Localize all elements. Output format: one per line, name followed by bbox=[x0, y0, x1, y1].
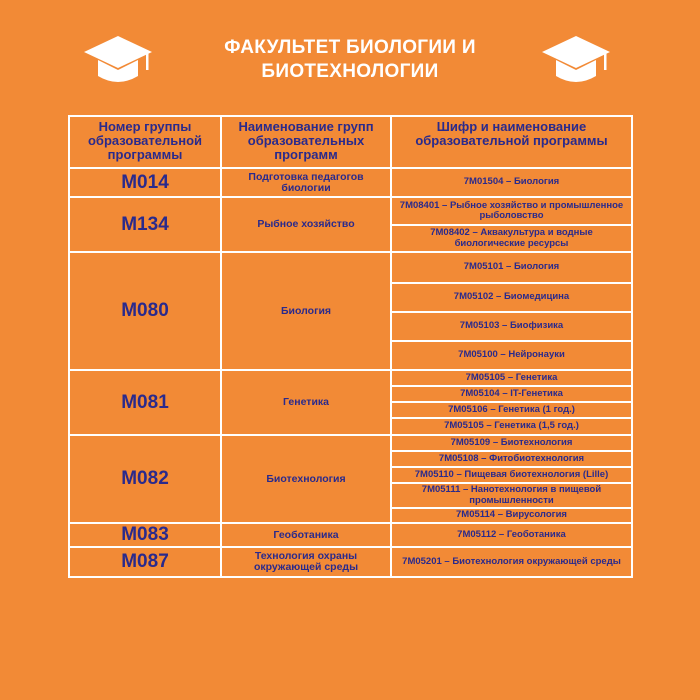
table-row bbox=[69, 197, 632, 225]
programs-table bbox=[68, 115, 633, 578]
program-cell: 7M05101 – Биология bbox=[391, 252, 632, 283]
table-row bbox=[69, 252, 632, 283]
table-row bbox=[69, 547, 632, 577]
program-cell: 7M08401 – Рыбное хозяйство и промышленное рыболовство bbox=[391, 197, 632, 225]
program-cell: 7M05108 – Фитобиотехнология bbox=[391, 451, 632, 467]
page-title bbox=[160, 36, 540, 84]
group-name: Технология охраны окружающей среды bbox=[221, 547, 391, 577]
program-cell: 7M05105 – Генетика (1,5 год.) bbox=[391, 418, 632, 435]
column-header: Наименование групп образовательных программ bbox=[221, 116, 391, 168]
group-name: Подготовка педагогов биологии bbox=[221, 168, 391, 197]
program-cell: 7M05104 – IT-Генетика bbox=[391, 386, 632, 402]
table-row bbox=[69, 370, 632, 386]
table-row bbox=[69, 435, 632, 451]
program-cell: 7M05110 – Пищевая биотехнология (Lille) bbox=[391, 467, 632, 483]
table-row bbox=[69, 168, 632, 197]
program-cell: 7M05111 – Нанотехнология в пищевой промышленности bbox=[391, 483, 632, 508]
group-code: M134 bbox=[69, 197, 221, 252]
program-cell: 7M05105 – Генетика bbox=[391, 370, 632, 386]
column-header: Шифр и наименование образовательной программы bbox=[391, 116, 632, 168]
graduation-cap-icon bbox=[82, 34, 154, 90]
program-cell: 7M01504 – Биология bbox=[391, 168, 632, 197]
group-code: M083 bbox=[69, 523, 221, 547]
program-cell: 7M05100 – Нейронауки bbox=[391, 341, 632, 370]
group-name: Биотехнология bbox=[221, 435, 391, 523]
table-header-row bbox=[69, 116, 632, 168]
group-code: M087 bbox=[69, 547, 221, 577]
group-code: M082 bbox=[69, 435, 221, 523]
program-cell: 7M05106 – Генетика (1 год.) bbox=[391, 402, 632, 418]
group-name: Геоботаника bbox=[221, 523, 391, 547]
program-cell: 7M05103 – Биофизика bbox=[391, 312, 632, 341]
group-name: Рыбное хозяйство bbox=[221, 197, 391, 252]
group-name: Биология bbox=[221, 252, 391, 370]
program-cell: 7M05201 – Биотехнология окружающей среды bbox=[391, 547, 632, 577]
title-line-1: ФАКУЛЬТЕТ БИОЛОГИИ И bbox=[224, 37, 476, 58]
group-name: Генетика bbox=[221, 370, 391, 435]
group-code: M080 bbox=[69, 252, 221, 370]
header bbox=[0, 30, 700, 100]
program-cell: 7M05109 – Биотехнология bbox=[391, 435, 632, 451]
table-row bbox=[69, 523, 632, 547]
program-cell: 7M05102 – Биомедицина bbox=[391, 283, 632, 312]
program-cell: 7M05112 – Геоботаника bbox=[391, 523, 632, 547]
program-cell: 7M05114 – Вирусология bbox=[391, 508, 632, 523]
title-line-2: БИОТЕХНОЛОГИИ bbox=[261, 61, 439, 82]
group-code: M014 bbox=[69, 168, 221, 197]
graduation-cap-icon bbox=[540, 34, 612, 90]
column-header: Номер группы образовательной программы bbox=[69, 116, 221, 168]
program-cell: 7M08402 – Аквакультура и водные биологические ресурсы bbox=[391, 225, 632, 252]
group-code: M081 bbox=[69, 370, 221, 435]
